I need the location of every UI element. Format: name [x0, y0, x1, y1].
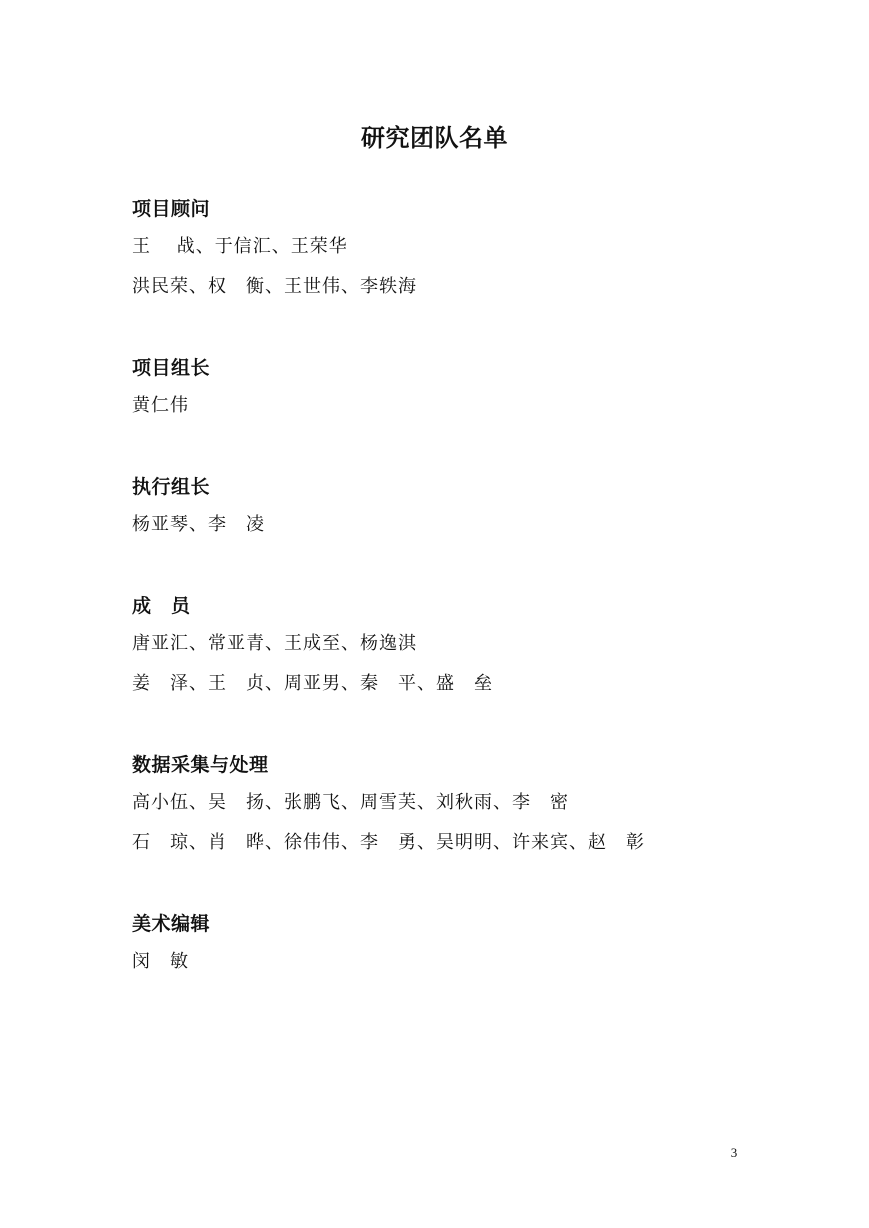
name-line: 唐亚汇、常亚青、王成至、杨逸淇 [132, 633, 417, 654]
page-title: 研究团队名单 [361, 124, 508, 153]
section-project-advisors [132, 196, 772, 300]
section-heading: 执行组长 [132, 476, 211, 498]
page-number: 3 [730, 1145, 738, 1160]
section-heading: 数据采集与处理 [132, 754, 269, 776]
name-line: 黄仁伟 [132, 395, 189, 416]
section-heading: 美术编辑 [132, 913, 211, 935]
section-executive-leader [132, 474, 772, 538]
name-line: 石 琼、肖 晔、徐伟伟、李 勇、吴明明、许来宾、赵 彰 [132, 832, 645, 853]
section-heading: 项目顾问 [132, 198, 211, 220]
section-members [132, 593, 772, 697]
section-heading: 项目组长 [132, 357, 211, 379]
name-line: 高小伍、吴 扬、张鹏飞、周雪芙、刘秋雨、李 密 [132, 792, 569, 813]
name-line: 王 战、于信汇、王荣华 [132, 236, 348, 257]
name-line: 洪民荣、权 衡、王世伟、李轶海 [132, 276, 417, 297]
section-art-editor [132, 911, 772, 975]
name-line: 姜 泽、王 贞、周亚男、秦 平、盛 垒 [132, 673, 493, 694]
section-heading: 成 员 [132, 595, 191, 617]
name-line: 闵 敏 [132, 951, 189, 972]
name-line: 杨亚琴、李 凌 [132, 514, 265, 535]
section-data-collection [132, 752, 772, 856]
section-project-leader [132, 355, 772, 419]
